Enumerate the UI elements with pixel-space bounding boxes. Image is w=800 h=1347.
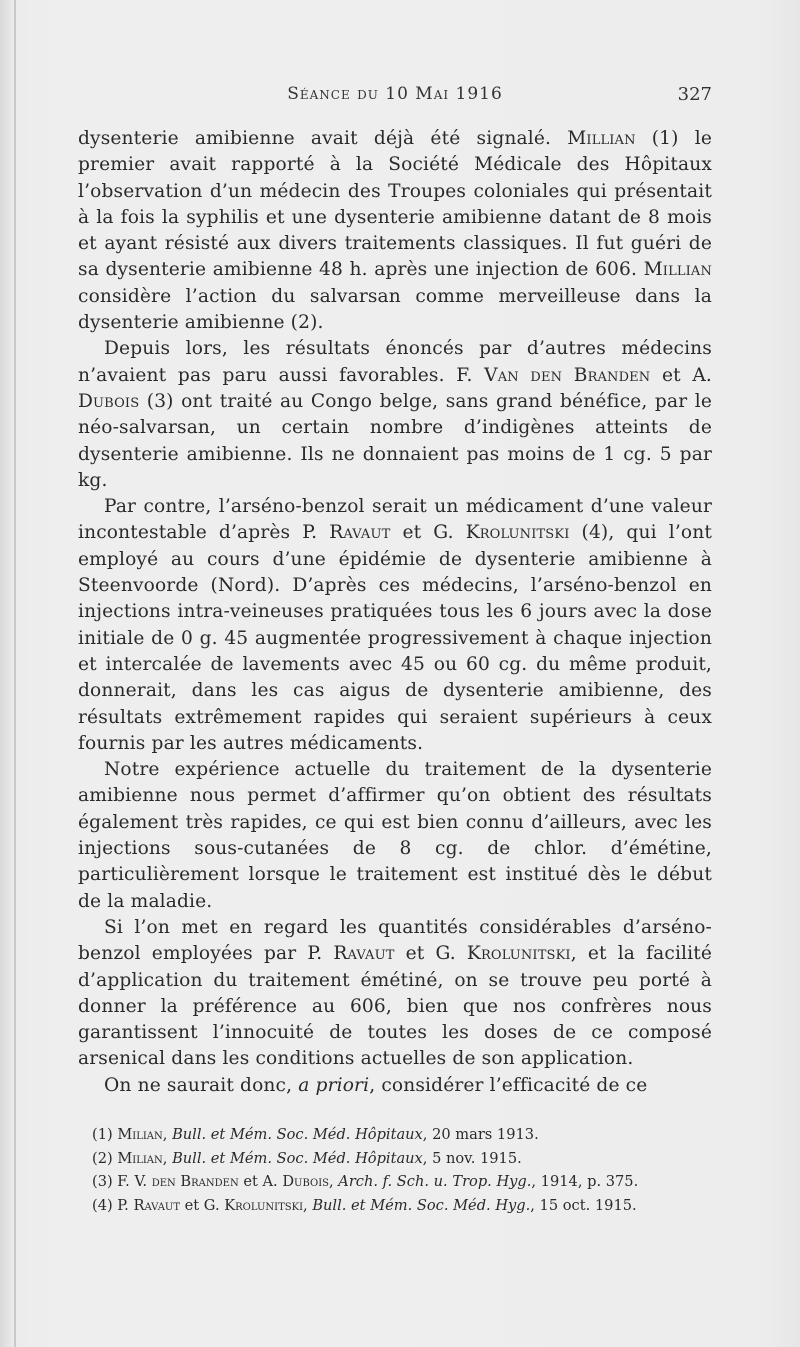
- text-run: et G.: [180, 1196, 225, 1214]
- italic-text: Bull. et Mém. Soc. Méd. Hôpitaux: [172, 1149, 423, 1167]
- paragraph: [78, 915, 712, 1073]
- text-run: Si l’on met en regard les quantités considérables d’arséno-benzol employées par P.: [78, 916, 712, 965]
- text-run: dysenterie amibienne avait déjà été signalé.: [78, 128, 568, 149]
- text-run: et G.: [390, 522, 466, 544]
- page-header: [78, 84, 712, 112]
- text-run: et G.: [394, 943, 467, 965]
- text-run: , et la facilité d’application du traitement émétiné, on se trouve peu porté à donner la préférence au 606, bien que nos confrères nous garantissent l’innocuité de toutes les doses de ce composé arsenical dans les conditions actuelles de son application.: [78, 943, 713, 1070]
- text-run: (3) F. V.: [92, 1173, 152, 1190]
- author-name: Millian: [567, 128, 636, 149]
- footnote: [92, 1194, 712, 1218]
- footnotes: [92, 1123, 712, 1217]
- paragraph: [78, 126, 712, 336]
- paragraph: [78, 1073, 712, 1099]
- author-name: Milian: [117, 1126, 163, 1143]
- paragraph: [78, 494, 712, 757]
- text-run: Par contre, l’arséno-benzol serait un médicament d’une valeur incontestable d’après P.: [78, 496, 712, 544]
- text-run: , considérer l’efficacité de ce: [369, 1074, 648, 1096]
- body-text: [78, 126, 712, 1099]
- text-run: considère l’action du salvarsan comme merveilleuse dans la dysenterie amibienne (2).: [78, 285, 712, 334]
- text-run: et A.: [650, 364, 712, 386]
- italic-text: a priori: [298, 1074, 370, 1096]
- text-run: Notre expérience actuelle du traitement de la dysenterie amibienne nous permet d’affirmer qu’on obtient des résultats également très rapides, ce qui est bien connu d’ailleurs, avec les injections sous-cutanées de 8 cg. de chlor. d’émétine, particulièrement lorsque le traitement est institué dès le début de la maladie.: [78, 759, 712, 912]
- text-run: , 5 nov. 1915.: [422, 1149, 522, 1167]
- footnote: [92, 1123, 712, 1147]
- author-name: Ravaut: [133, 1196, 181, 1214]
- author-name: Ravaut: [333, 943, 395, 965]
- italic-text: Arch. f. Sch. u. Trop. Hyg.: [338, 1173, 532, 1190]
- author-name: Van den Branden: [484, 364, 651, 386]
- author-name: Dubois: [78, 390, 140, 412]
- author-name: Krolunitski: [465, 522, 570, 544]
- author-name: Millian: [643, 259, 712, 281]
- text-run: (4), qui l’ont employé au cours d’une épidémie de dysenterie amibienne à Steenvoorde (Nord). D’après ces médecins, l’arséno-benzol en injections intra-veineuses pratiquées tous les 6 jours avec la dose initiale de 0 g. 45 augmentée progressivement à chaque injection et intercalée de lavements avec 45 ou 60 cg. du même produit, donnerait, dans les cas aigus de dysenterie amibienne, des résultats extrêmement rapides qui seraient supérieurs à ceux fournis par les autres médicaments.: [78, 522, 712, 754]
- page-number: 327: [677, 84, 712, 105]
- italic-text: Bull. et Mém. Soc. Méd. Hyg.: [312, 1196, 531, 1214]
- author-name: den Branden: [151, 1173, 239, 1190]
- author-name: Dubois: [282, 1173, 329, 1190]
- paragraph: [78, 757, 712, 915]
- author-name: Krolunitski: [466, 943, 571, 965]
- text-run: (1): [92, 1126, 118, 1143]
- footnote: [92, 1147, 712, 1171]
- running-head: Séance du 10 Mai 1916: [287, 84, 503, 104]
- italic-text: Bull. et Mém. Soc. Méd. Hôpitaux: [172, 1126, 423, 1143]
- text-run: (4) P.: [92, 1196, 134, 1214]
- text-run: (2): [92, 1149, 118, 1167]
- text-run: , 20 mars 1913.: [422, 1126, 539, 1143]
- text-run: (1) le premier avait rapporté à la Société Médicale des Hôpitaux l’observation d’un médecin des Troupes coloniales qui présentait à la fois la syphilis et une dysenterie amibienne datant de 8 mois et ayant résisté aux divers traitements classiques. Il fut guéri de sa dysenterie amibienne 48 h. après une injection de 606.: [78, 128, 712, 281]
- text-run: ,: [303, 1196, 313, 1214]
- text-run: , 15 oct. 1915.: [530, 1196, 637, 1214]
- text-run: On ne saurait donc,: [104, 1074, 299, 1096]
- text-run: ,: [162, 1126, 173, 1143]
- text-run: ,: [162, 1149, 173, 1167]
- text-run: et A.: [238, 1173, 283, 1190]
- paragraph: [78, 336, 712, 494]
- page-gutter-shadow: [14, 0, 16, 1347]
- author-name: Ravaut: [329, 522, 391, 544]
- text-run: (3) ont traité au Congo belge, sans grand bénéfice, par le néo-salvarsan, un certain nombre d’indigènes atteints de dysenterie amibienne. Ils ne donnaient pas moins de 1 cg. 5 par kg.: [78, 390, 712, 491]
- text-run: Depuis lors, les résultats énoncés par d’autres médecins n’avaient pas paru aussi favorables. F.: [78, 338, 712, 386]
- text-run: ,: [329, 1173, 339, 1190]
- author-name: Milian: [117, 1149, 163, 1167]
- author-name: Krolunitski: [224, 1196, 304, 1214]
- footnote: [92, 1170, 712, 1194]
- text-run: , 1914, p. 375.: [531, 1173, 639, 1190]
